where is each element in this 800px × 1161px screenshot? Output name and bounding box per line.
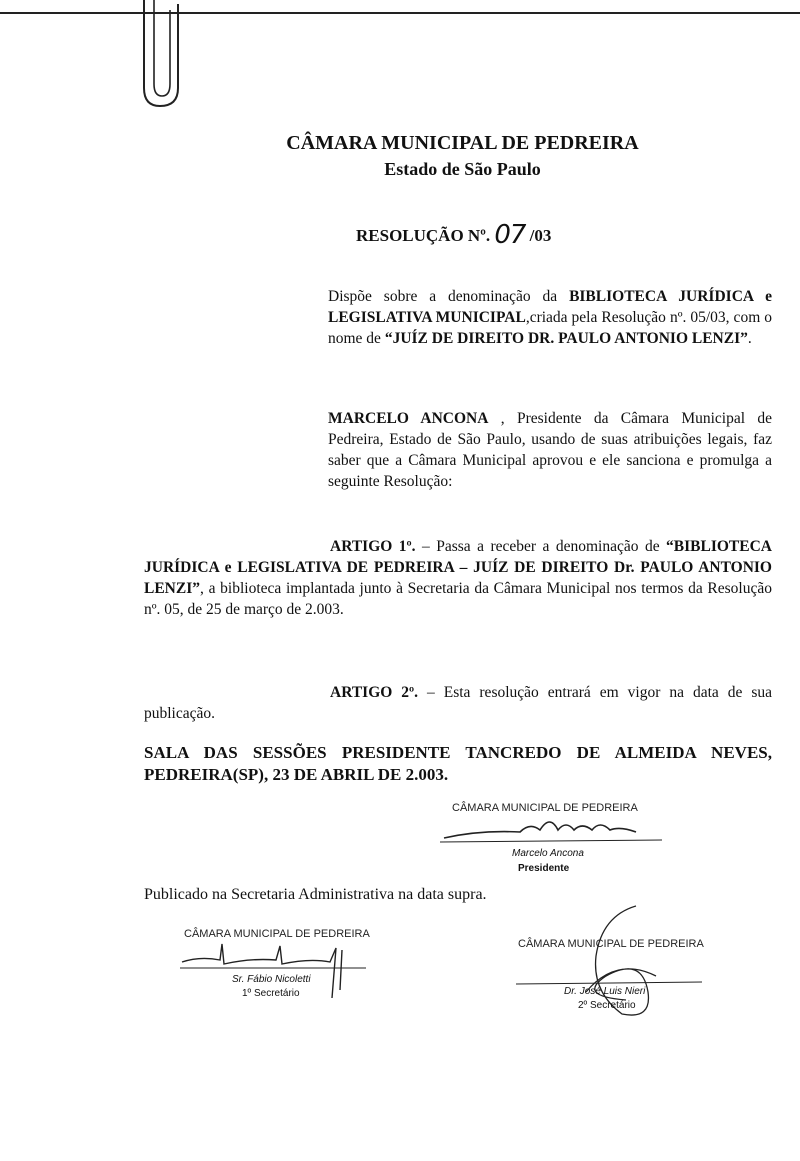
president-signature-role: Presidente xyxy=(518,863,570,874)
artigo-1-text-1: – Passa a receber a denominação de xyxy=(415,538,667,555)
artigo-2-paragraph xyxy=(144,682,772,724)
sala-das-sessoes: SALA DAS SESSÕES PRESIDENTE TANCREDO DE ALMEIDA NEVES, PEDREIRA(SP), 23 DE ABRIL DE 2.003. xyxy=(144,743,772,784)
secretary-2-signature-role: 2º Secretário xyxy=(578,1000,636,1011)
secretary-2-signature-name: Dr. José Luis Nieri xyxy=(564,986,646,997)
artigo-2-text: – Esta resolução entrará em vigor na data de sua publicação. xyxy=(144,684,772,722)
paper-clip-icon xyxy=(136,0,186,112)
document-header xyxy=(0,132,800,180)
ementa-honoree-name: “JUÍZ DE DIREITO DR. PAULO ANTONIO LENZI” xyxy=(384,330,748,347)
header-subtitle: Estado de São Paulo xyxy=(384,159,541,179)
ementa-text-3: . xyxy=(747,330,752,347)
president-name: MARCELO ANCONA xyxy=(328,410,489,427)
resolution-number xyxy=(356,218,551,248)
secretary-1-signature-name: Sr. Fábio Nicoletti xyxy=(232,974,311,985)
secretary-1-signature-block xyxy=(180,926,380,1016)
resolution-year: /03 xyxy=(529,226,552,245)
artigo-1-text-2: , a biblioteca implantada junto à Secretaria da Câmara Municipal nos termos da Resolução nº. 05, de 25 de março de 2.003. xyxy=(144,580,772,618)
president-stamp: CÂMARA MUNICIPAL DE PEDREIRA xyxy=(452,802,638,814)
ementa-text-2: ,criada pela Resolução nº. 05/03, com o nome de xyxy=(328,309,773,347)
intro-text: , Presidente da Câmara Municipal de Pedreira, Estado de São Paulo, usando de suas atribuições legais, faz saber que a Câmara Municipal aprovou e ele sanciona e promulga a seguinte Resolução: xyxy=(328,410,772,490)
artigo-1-label: ARTIGO 1º. xyxy=(330,538,416,555)
artigo-2-label: ARTIGO 2º. xyxy=(330,684,419,701)
resolution-handwritten-number: 07 xyxy=(494,220,526,250)
president-signature-block xyxy=(440,800,680,880)
artigo-1-library-name: “BIBLIOTECA JURÍDICA e LEGISLATIVA DE PEDREIRA – JUÍZ DE DIREITO Dr. PAULO ANTONIO LENZI” xyxy=(144,538,772,597)
secretary-2-stamp: CÂMARA MUNICIPAL DE PEDREIRA xyxy=(518,938,704,950)
secretary-1-signature-role: 1º Secretário xyxy=(242,988,300,999)
publication-note: Publicado na Secretaria Administrativa na data supra. xyxy=(144,886,487,903)
secretary-1-stamp: CÂMARA MUNICIPAL DE PEDREIRA xyxy=(184,928,370,940)
artigo-1-paragraph xyxy=(144,536,772,620)
president-signature-name: Marcelo Ancona xyxy=(512,848,584,859)
scan-top-edge xyxy=(0,12,800,14)
ementa-text-1: Dispõe sobre a denominação da xyxy=(328,288,570,305)
secretary-2-signature-block xyxy=(516,896,716,1026)
header-title: CÂMARA MUNICIPAL DE PEDREIRA xyxy=(286,132,639,154)
ementa-paragraph xyxy=(328,286,772,349)
resolution-label: RESOLUÇÃO Nº. xyxy=(356,226,491,245)
ementa-library-name: BIBLIOTECA JURÍDICA e LEGISLATIVA MUNICIPAL xyxy=(328,288,772,326)
intro-paragraph xyxy=(328,408,772,492)
